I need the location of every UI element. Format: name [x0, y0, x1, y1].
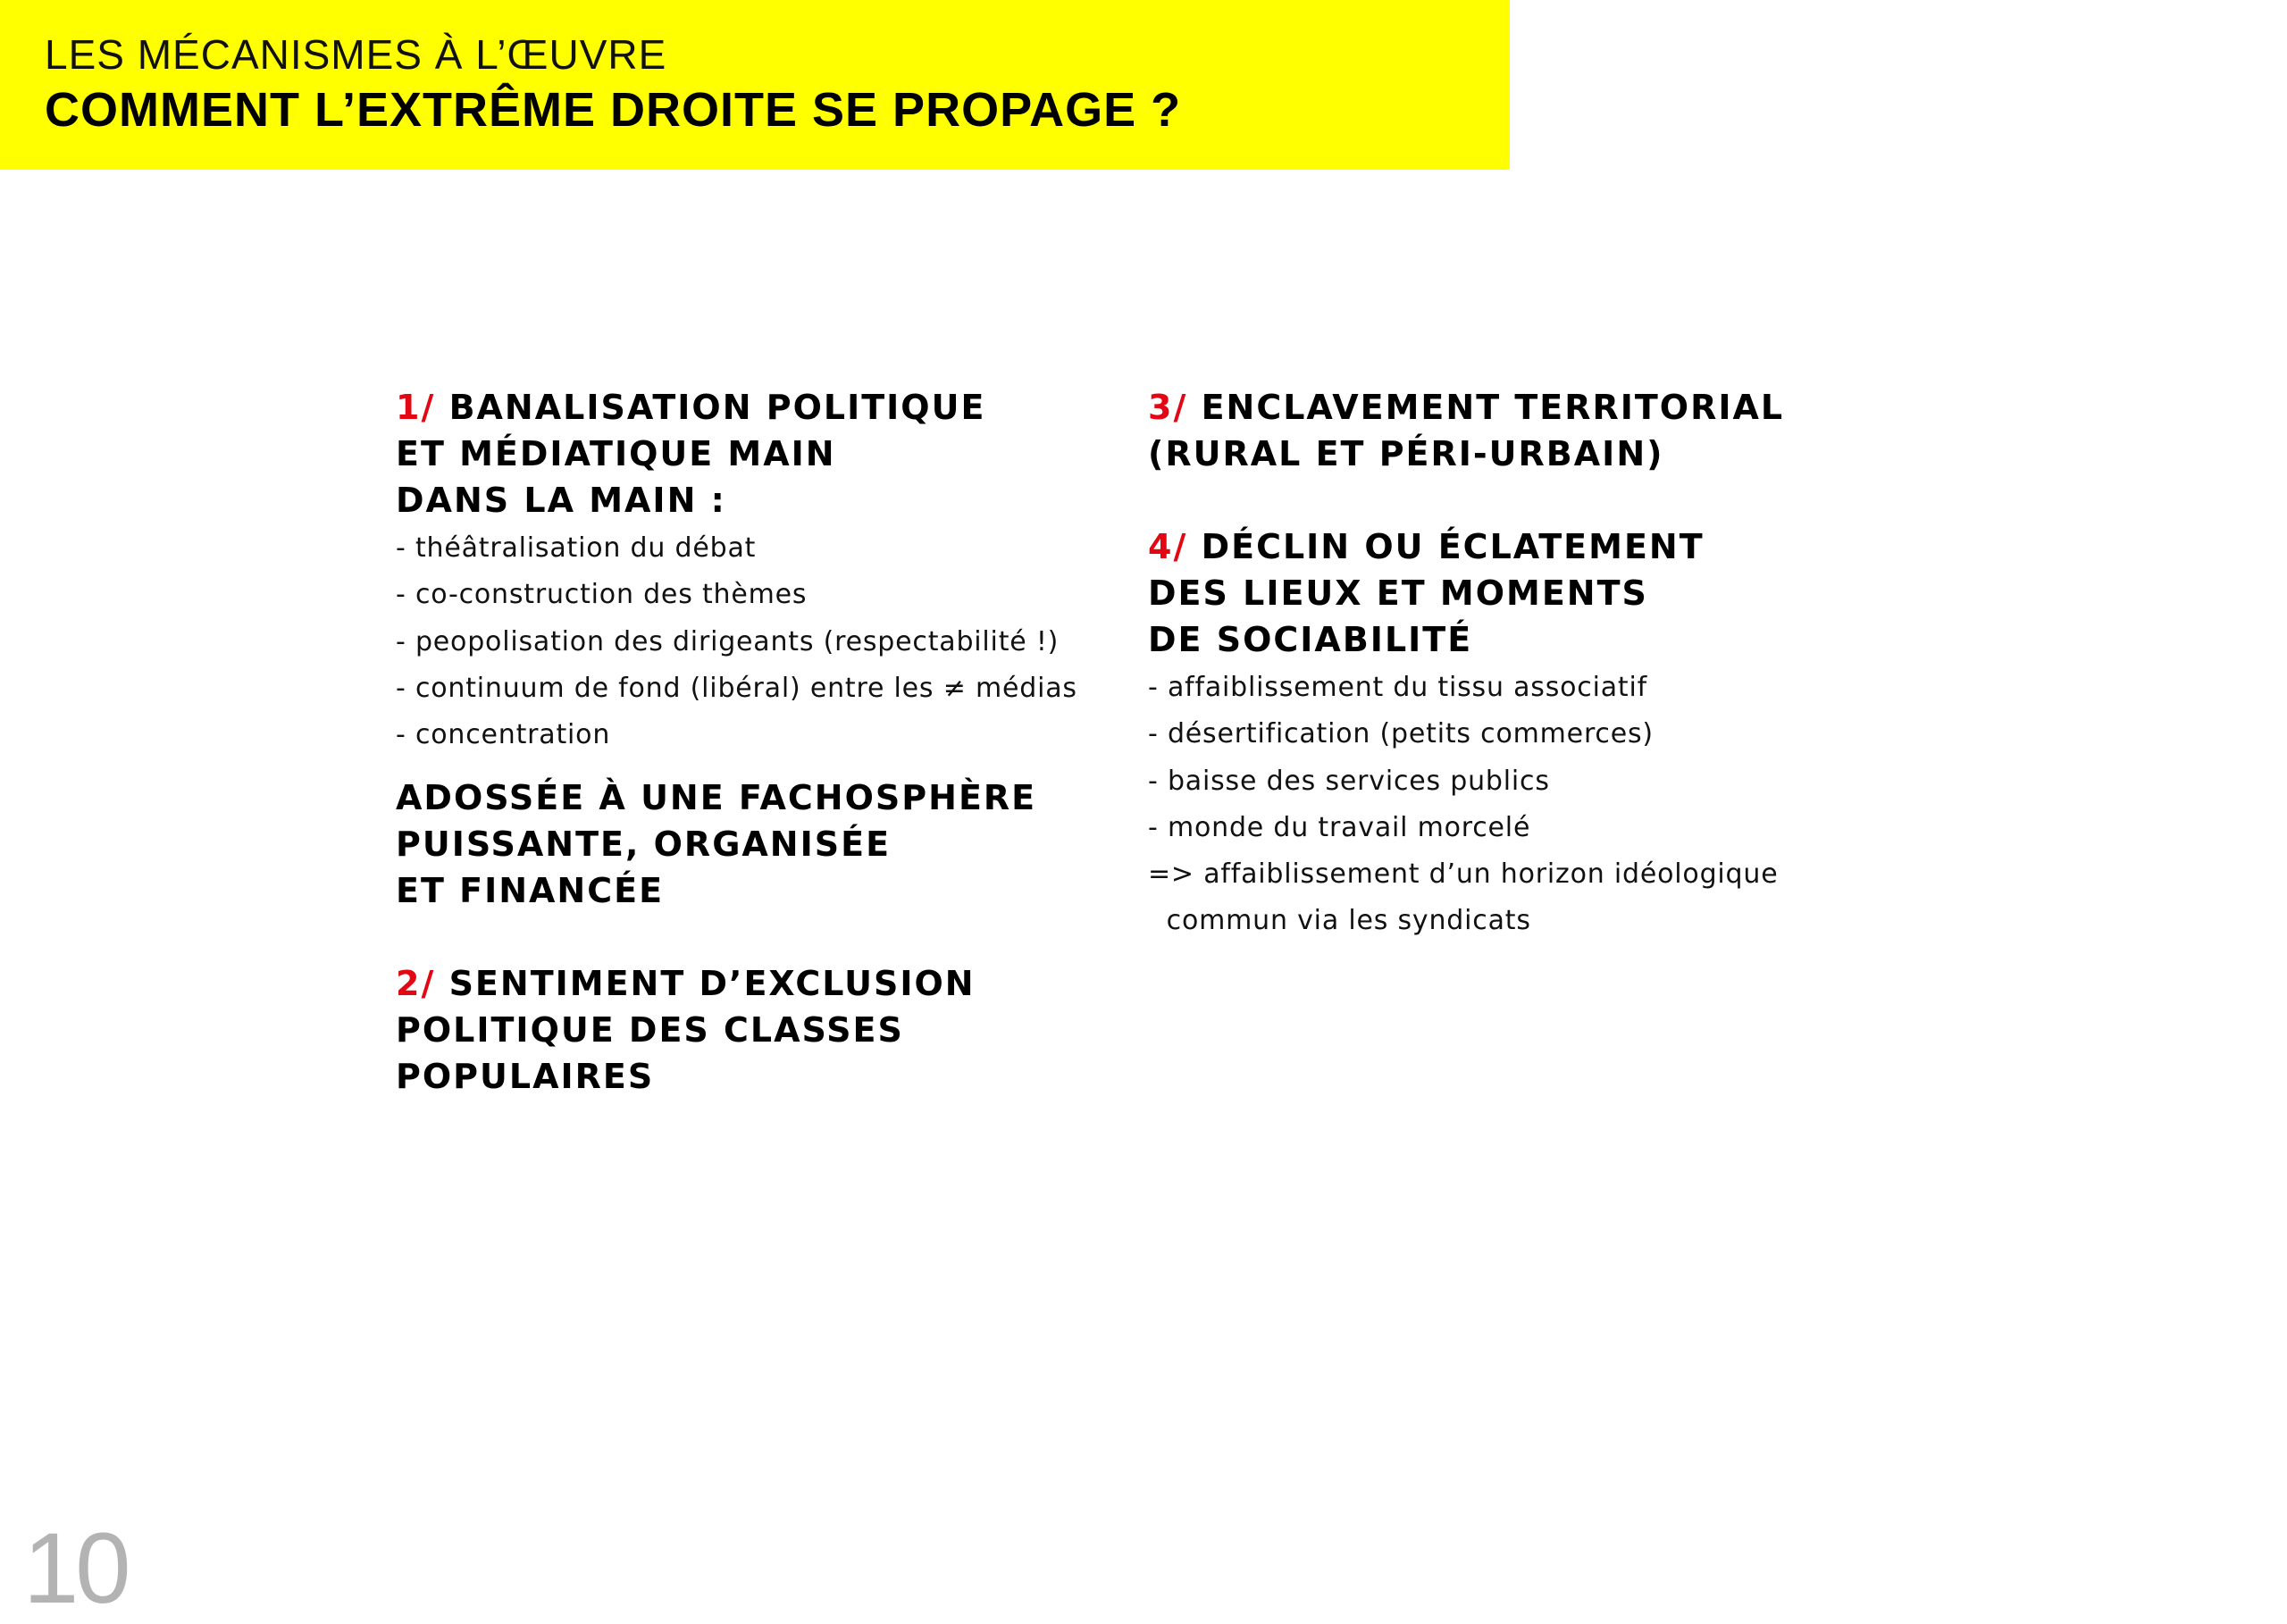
section-4-title-line: DÉCLIN OU ÉCLATEMENT — [1201, 527, 1705, 566]
list-item: - monde du travail morcelé — [1148, 811, 1531, 843]
section-1-subheading-line: ADOSSÉE À UNE FACHOSPHÈRE — [396, 778, 1037, 818]
section-2-title-line: SENTIMENT D’EXCLUSION — [448, 964, 976, 1004]
list-item: - théâtralisation du débat — [396, 532, 757, 564]
section-3 — [1148, 384, 1881, 477]
list-item: - co-construction des thèmes — [396, 579, 808, 611]
section-4-heading — [1148, 523, 1881, 663]
section-1 — [396, 384, 1128, 914]
section-1-number: 1/ — [396, 388, 436, 427]
section-3-title-line: (RURAL ET PÉRI-URBAIN) — [1148, 434, 1664, 473]
list-item: - concentration — [396, 719, 611, 751]
section-3-heading — [1148, 384, 1881, 477]
list-item: => affaiblissement d’un horizon idéologique — [1148, 858, 1779, 891]
right-column — [1148, 384, 1881, 945]
section-1-subheading-line: PUISSANTE, ORGANISÉE — [396, 825, 892, 865]
list-item: - continuum de fond (libéral) entre les ≠ médias — [396, 672, 1077, 704]
section-4-number: 4/ — [1148, 527, 1188, 566]
page-number: 10 — [23, 1512, 128, 1624]
section-1-title-line: BANALISATION POLITIQUE — [448, 388, 986, 427]
section-1-bullet-list — [396, 525, 1128, 758]
section-4-title-line: DES LIEUX ET MOMENTS — [1148, 573, 1648, 613]
header-banner — [0, 0, 1510, 170]
section-1-subheading — [396, 774, 1128, 914]
section-1-heading — [396, 384, 1128, 523]
section-4-bullet-list — [1148, 665, 1881, 945]
list-item: - affaiblissement du tissu associatif — [1148, 672, 1647, 703]
section-3-title-line: ENCLAVEMENT TERRITORIAL — [1201, 388, 1785, 427]
section-2-title-line: POPULAIRES — [396, 1057, 655, 1097]
list-item: - baisse des services publics — [1148, 765, 1550, 797]
section-4 — [1148, 523, 1881, 945]
page-title: COMMENT L’EXTRÊME DROITE SE PROPAGE ? — [45, 83, 1182, 137]
list-item: - peopolisation des dirigeants (respectabilité !) — [396, 625, 1060, 657]
section-4-title-line: DE SOCIABILITÉ — [1148, 620, 1473, 659]
list-item: - désertification (petits commerces) — [1148, 718, 1654, 750]
section-1-subheading-line: ET FINANCÉE — [396, 871, 665, 911]
section-2-title-line: POLITIQUE DES CLASSES — [396, 1010, 904, 1051]
section-1-title-line: ET MÉDIATIQUE MAIN — [396, 434, 836, 473]
left-column — [396, 384, 1128, 1100]
section-kicker: LES MÉCANISMES À L’ŒUVRE — [45, 31, 667, 78]
section-2-number: 2/ — [396, 964, 436, 1004]
section-2-heading — [396, 960, 1128, 1100]
section-1-title-line: DANS LA MAIN : — [396, 481, 726, 520]
list-item: commun via les syndicats — [1148, 905, 1531, 937]
section-2 — [396, 960, 1128, 1100]
section-3-number: 3/ — [1148, 388, 1188, 427]
